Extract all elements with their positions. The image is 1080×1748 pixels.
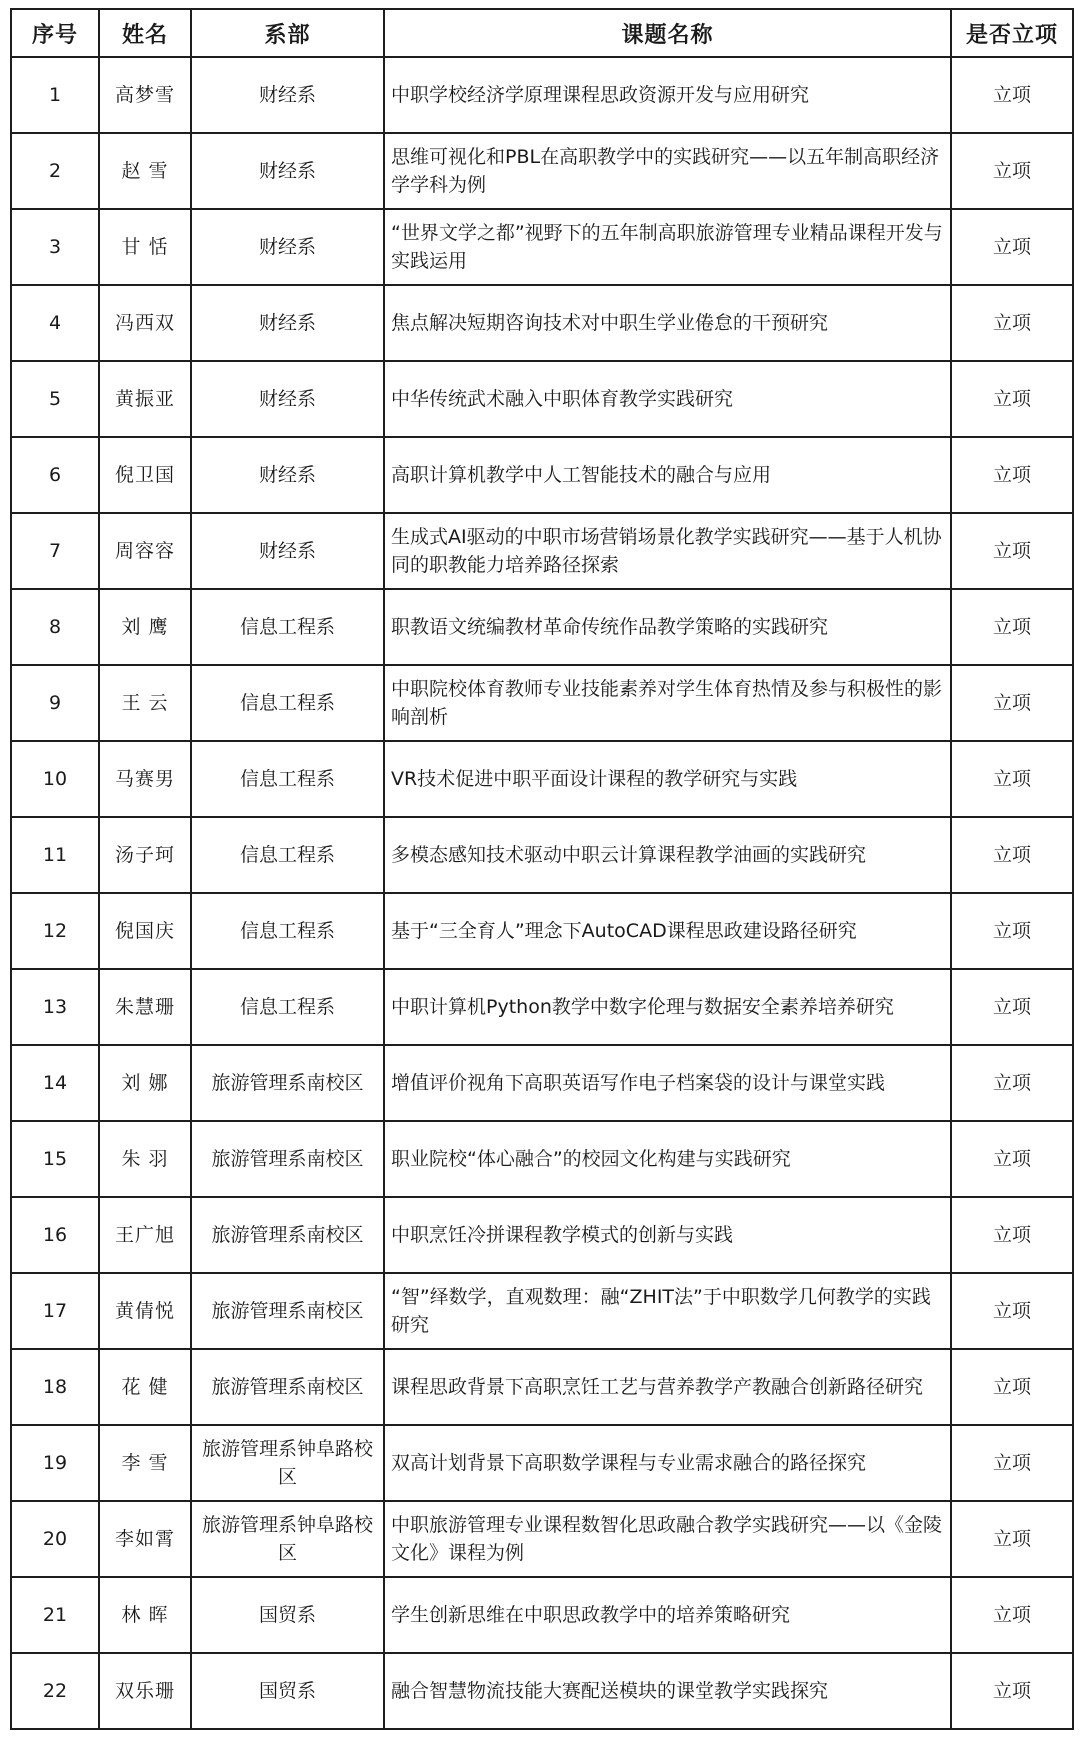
row-approval-status: 立项 [951,1349,1073,1425]
row-department: 财经系 [191,361,384,437]
row-name: 朱 羽 [99,1121,191,1197]
row-approval-status: 立项 [951,361,1073,437]
table-row [11,285,1073,361]
row-project-title: “智”绎数学，直观数理：融“ZHIT法”于中职数学几何教学的实践研究 [384,1273,951,1349]
row-project-title: 增值评价视角下高职英语写作电子档案袋的设计与课堂实践 [384,1045,951,1121]
row-approval-status: 立项 [951,1577,1073,1653]
row-project-title: VR技术促进中职平面设计课程的教学研究与实践 [384,741,951,817]
row-department: 旅游管理系南校区 [191,1121,384,1197]
row-approval-status: 立项 [951,1121,1073,1197]
row-number: 22 [11,1653,99,1729]
row-department: 信息工程系 [191,817,384,893]
row-number: 6 [11,437,99,513]
row-number: 16 [11,1197,99,1273]
row-name: 花 健 [99,1349,191,1425]
table-row [11,893,1073,969]
table-row [11,1577,1073,1653]
table-header [11,9,1073,57]
row-name: 甘 恬 [99,209,191,285]
table-row [11,133,1073,209]
row-name: 汤子珂 [99,817,191,893]
table-row [11,361,1073,437]
table-row [11,1197,1073,1273]
row-department: 旅游管理系南校区 [191,1273,384,1349]
table-row [11,209,1073,285]
row-name: 马赛男 [99,741,191,817]
row-project-title: 中职院校体育教师专业技能素养对学生体育热情及参与积极性的影响剖析 [384,665,951,741]
row-department: 财经系 [191,133,384,209]
row-project-title: 中职旅游管理专业课程数智化思政融合教学实践研究——以《金陵文化》课程为例 [384,1501,951,1577]
row-number: 5 [11,361,99,437]
row-approval-status: 立项 [951,1045,1073,1121]
row-department: 财经系 [191,209,384,285]
row-project-title: 职业院校“体心融合”的校园文化构建与实践研究 [384,1121,951,1197]
table-row [11,57,1073,133]
row-number: 10 [11,741,99,817]
row-department: 旅游管理系钟阜路校区 [191,1425,384,1501]
row-approval-status: 立项 [951,817,1073,893]
table-row [11,1349,1073,1425]
row-number: 17 [11,1273,99,1349]
row-number: 21 [11,1577,99,1653]
row-approval-status: 立项 [951,57,1073,133]
header-title: 课题名称 [384,9,951,57]
row-project-title: 职教语文统编教材革命传统作品教学策略的实践研究 [384,589,951,665]
row-project-title: 多模态感知技术驱动中职云计算课程教学油画的实践研究 [384,817,951,893]
row-name: 冯西双 [99,285,191,361]
row-department: 国贸系 [191,1653,384,1729]
row-approval-status: 立项 [951,1425,1073,1501]
row-name: 倪卫国 [99,437,191,513]
row-name: 王广旭 [99,1197,191,1273]
row-project-title: 中职烹饪冷拼课程教学模式的创新与实践 [384,1197,951,1273]
row-approval-status: 立项 [951,589,1073,665]
row-department: 信息工程系 [191,741,384,817]
table-row [11,1653,1073,1729]
table-row [11,589,1073,665]
table-row [11,1425,1073,1501]
row-project-title: 中职学校经济学原理课程思政资源开发与应用研究 [384,57,951,133]
table-row [11,1045,1073,1121]
table-row [11,1273,1073,1349]
row-approval-status: 立项 [951,969,1073,1045]
row-project-title: 学生创新思维在中职思政教学中的培养策略研究 [384,1577,951,1653]
table-row [11,741,1073,817]
row-number: 11 [11,817,99,893]
row-project-title: 融合智慧物流技能大赛配送模块的课堂教学实践探究 [384,1653,951,1729]
row-approval-status: 立项 [951,513,1073,589]
table-row [11,817,1073,893]
row-name: 朱慧珊 [99,969,191,1045]
row-name: 刘 鹰 [99,589,191,665]
row-project-title: 课程思政背景下高职烹饪工艺与营养教学产教融合创新路径研究 [384,1349,951,1425]
project-table-sheet [10,8,1072,1740]
row-project-title: 生成式AI驱动的中职市场营销场景化教学实践研究——基于人机协同的职教能力培养路径探索 [384,513,951,589]
row-approval-status: 立项 [951,209,1073,285]
table-row [11,1121,1073,1197]
row-number: 18 [11,1349,99,1425]
row-project-title: 高职计算机教学中人工智能技术的融合与应用 [384,437,951,513]
row-number: 13 [11,969,99,1045]
row-number: 2 [11,133,99,209]
row-department: 旅游管理系南校区 [191,1045,384,1121]
row-approval-status: 立项 [951,665,1073,741]
row-project-title: 思维可视化和PBL在高职教学中的实践研究——以五年制高职经济学学科为例 [384,133,951,209]
project-approval-table [10,8,1074,1730]
row-number: 7 [11,513,99,589]
row-approval-status: 立项 [951,1501,1073,1577]
table-body [11,57,1073,1729]
row-department: 信息工程系 [191,893,384,969]
header-row [11,9,1073,57]
row-project-title: 焦点解决短期咨询技术对中职生学业倦怠的干预研究 [384,285,951,361]
row-approval-status: 立项 [951,1273,1073,1349]
row-department: 财经系 [191,57,384,133]
row-department: 财经系 [191,513,384,589]
row-department: 信息工程系 [191,665,384,741]
row-name: 双乐珊 [99,1653,191,1729]
row-department: 信息工程系 [191,969,384,1045]
row-number: 8 [11,589,99,665]
row-approval-status: 立项 [951,893,1073,969]
row-name: 黄倩悦 [99,1273,191,1349]
header-num: 序号 [11,9,99,57]
header-name: 姓名 [99,9,191,57]
row-name: 王 云 [99,665,191,741]
row-name: 高梦雪 [99,57,191,133]
row-approval-status: 立项 [951,1653,1073,1729]
header-dept: 系部 [191,9,384,57]
table-row [11,513,1073,589]
row-number: 3 [11,209,99,285]
row-department: 信息工程系 [191,589,384,665]
row-project-title: 中华传统武术融入中职体育教学实践研究 [384,361,951,437]
table-row [11,969,1073,1045]
row-department: 国贸系 [191,1577,384,1653]
table-row [11,665,1073,741]
row-number: 9 [11,665,99,741]
row-name: 黄振亚 [99,361,191,437]
row-project-title: “世界文学之都”视野下的五年制高职旅游管理专业精品课程开发与实践运用 [384,209,951,285]
row-approval-status: 立项 [951,285,1073,361]
row-number: 14 [11,1045,99,1121]
table-row [11,437,1073,513]
row-department: 财经系 [191,437,384,513]
row-approval-status: 立项 [951,437,1073,513]
row-department: 旅游管理系南校区 [191,1349,384,1425]
row-number: 4 [11,285,99,361]
row-project-title: 基于“三全育人”理念下AutoCAD课程思政建设路径研究 [384,893,951,969]
row-name: 林 晖 [99,1577,191,1653]
row-project-title: 双高计划背景下高职数学课程与专业需求融合的路径探究 [384,1425,951,1501]
row-number: 12 [11,893,99,969]
row-approval-status: 立项 [951,133,1073,209]
row-number: 1 [11,57,99,133]
row-approval-status: 立项 [951,741,1073,817]
row-number: 15 [11,1121,99,1197]
row-name: 李如霄 [99,1501,191,1577]
row-department: 财经系 [191,285,384,361]
row-approval-status: 立项 [951,1197,1073,1273]
row-name: 倪国庆 [99,893,191,969]
row-project-title: 中职计算机Python教学中数字伦理与数据安全素养培养研究 [384,969,951,1045]
row-name: 赵 雪 [99,133,191,209]
header-status: 是否立项 [951,9,1073,57]
row-number: 20 [11,1501,99,1577]
row-name: 刘 娜 [99,1045,191,1121]
row-department: 旅游管理系钟阜路校区 [191,1501,384,1577]
row-name: 李 雪 [99,1425,191,1501]
row-department: 旅游管理系南校区 [191,1197,384,1273]
row-number: 19 [11,1425,99,1501]
table-row [11,1501,1073,1577]
row-name: 周容容 [99,513,191,589]
